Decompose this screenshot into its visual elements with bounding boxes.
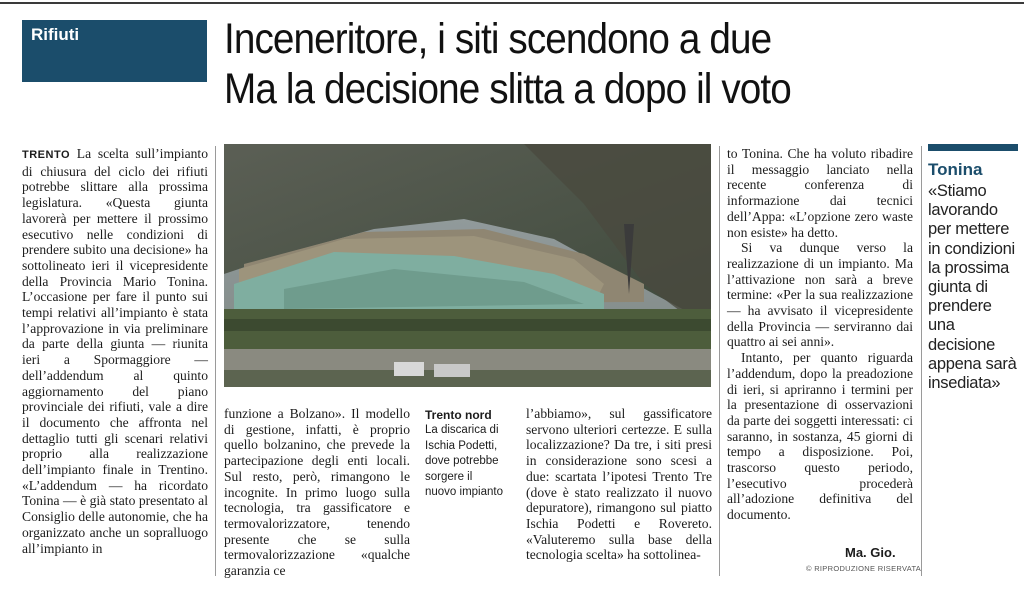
article-column-1 <box>22 146 208 556</box>
pull-quote-bar <box>928 144 1018 151</box>
photo-caption <box>425 408 505 500</box>
article-column-3-text: l’abbiamo», sul gassificatore servono ulteriori certezze. E sulla localizzazione? Da tre, i siti presi in considerazione sono scesi a due: scartata l’ipotesi Trento Tre (dove è stato realizzato il nuovo depuratore), rimangono sul piatto Ischia Podetti e Rovereto. «Valuteremo sulla base della tecnologia scelta» ha sottolinea- <box>526 406 712 563</box>
landfill-photo <box>224 144 711 387</box>
column-divider <box>719 146 720 576</box>
section-label: Rifiuti <box>31 25 80 44</box>
pull-quote <box>928 144 1018 393</box>
column-divider <box>215 146 216 576</box>
pull-quote-text: «Stiamo lavorando per mettere in condizioni la prossima giunta di prendere una decisione appena sarà insediata» <box>928 182 1017 393</box>
pull-quote-name: Tonina <box>928 160 983 179</box>
author-signature: Ma. Gio. <box>845 545 896 560</box>
article-paragraph: to Tonina. Che ha voluto ribadire il messaggio lanciato nella recente conferenza di informazione dai tecnici dell’Appa: «L’opzione zero waste non esiste» ha detto. <box>727 146 913 240</box>
caption-title: Trento nord <box>425 408 492 422</box>
article-paragraph: Intanto, per quanto riguarda l’addendum, dopo la preadozione di ieri, si apriranno i termini per la presentazione di osservazioni da parte dei soggetti interessati: ci saranno, in sostanza, 45 giorni di tempo a disposizione. Poi, trascorso questo periodo, l’esecutivo procederà all’adozione definitiva del documento. <box>727 350 913 523</box>
headline <box>224 14 935 114</box>
headline-line-1: Inceneritore, i siti scendono a due <box>224 15 772 63</box>
article-column-3 <box>526 406 712 563</box>
caption-text: La discarica di Ischia Podetti, dove potrebbe sorgere il nuovo impianto <box>425 424 503 499</box>
section-tag <box>22 20 207 82</box>
dateline: TRENTO <box>22 149 71 161</box>
copyright-notice: © RIPRODUZIONE RISERVATA <box>806 564 922 573</box>
column-divider <box>921 146 922 576</box>
article-lead: La scelta sull’impianto di chiusura del ciclo dei rifiuti potrebbe slittare alla prossima legislatura. «Questa giunta lavorerà per mettere il prossimo esecutivo nelle condizioni di prendere subito una decisione» ha sottolineato ieri il vicepresidente della Provincia Mario Tonina. L’occasione per fare il punto sui tempi relativi all’impianto è stata l’approvazione in via preliminare da parte della giunta — riunita ieri a Spormaggiore — dell’addendum al quinto aggiornamento del piano provinciale dei rifiuti, vale a dire il documento che affronta nel dettaglio tutti gli scenari relativi proprio alla realizzazione dell’impianto finale in Trentino. «L’addendum — ha ricordato Tonina — è già stato presentato al Consiglio delle autonomie, che ha organizzato anche un sopralluogo all’impianto in <box>22 146 208 556</box>
article-column-4 <box>727 146 913 523</box>
article-column-2 <box>224 406 410 579</box>
article-paragraph: Si va dunque verso la realizzazione di un impianto. Ma l’attivazione non sarà a breve termine: «Per la sua realizzazione — ha avvisato il vicepresidente della Provincia — serviranno dai quattro ai sei anni». <box>727 240 913 350</box>
headline-line-2: Ma la decisione slitta a dopo il voto <box>224 65 791 113</box>
article-column-2-text: funzione a Bolzano». Il modello di gestione, infatti, è proprio quello bolzanino, che prevede la partecipazione degli enti locali. Sul resto, però, rimangono le incognite. In primo luogo sulla tecnologia, tra gassificatore e termovalorizzatore, tenendo presente che se sulla termovalorizzazione «qualche garanzia ce <box>224 406 410 579</box>
top-rule <box>0 2 1024 4</box>
